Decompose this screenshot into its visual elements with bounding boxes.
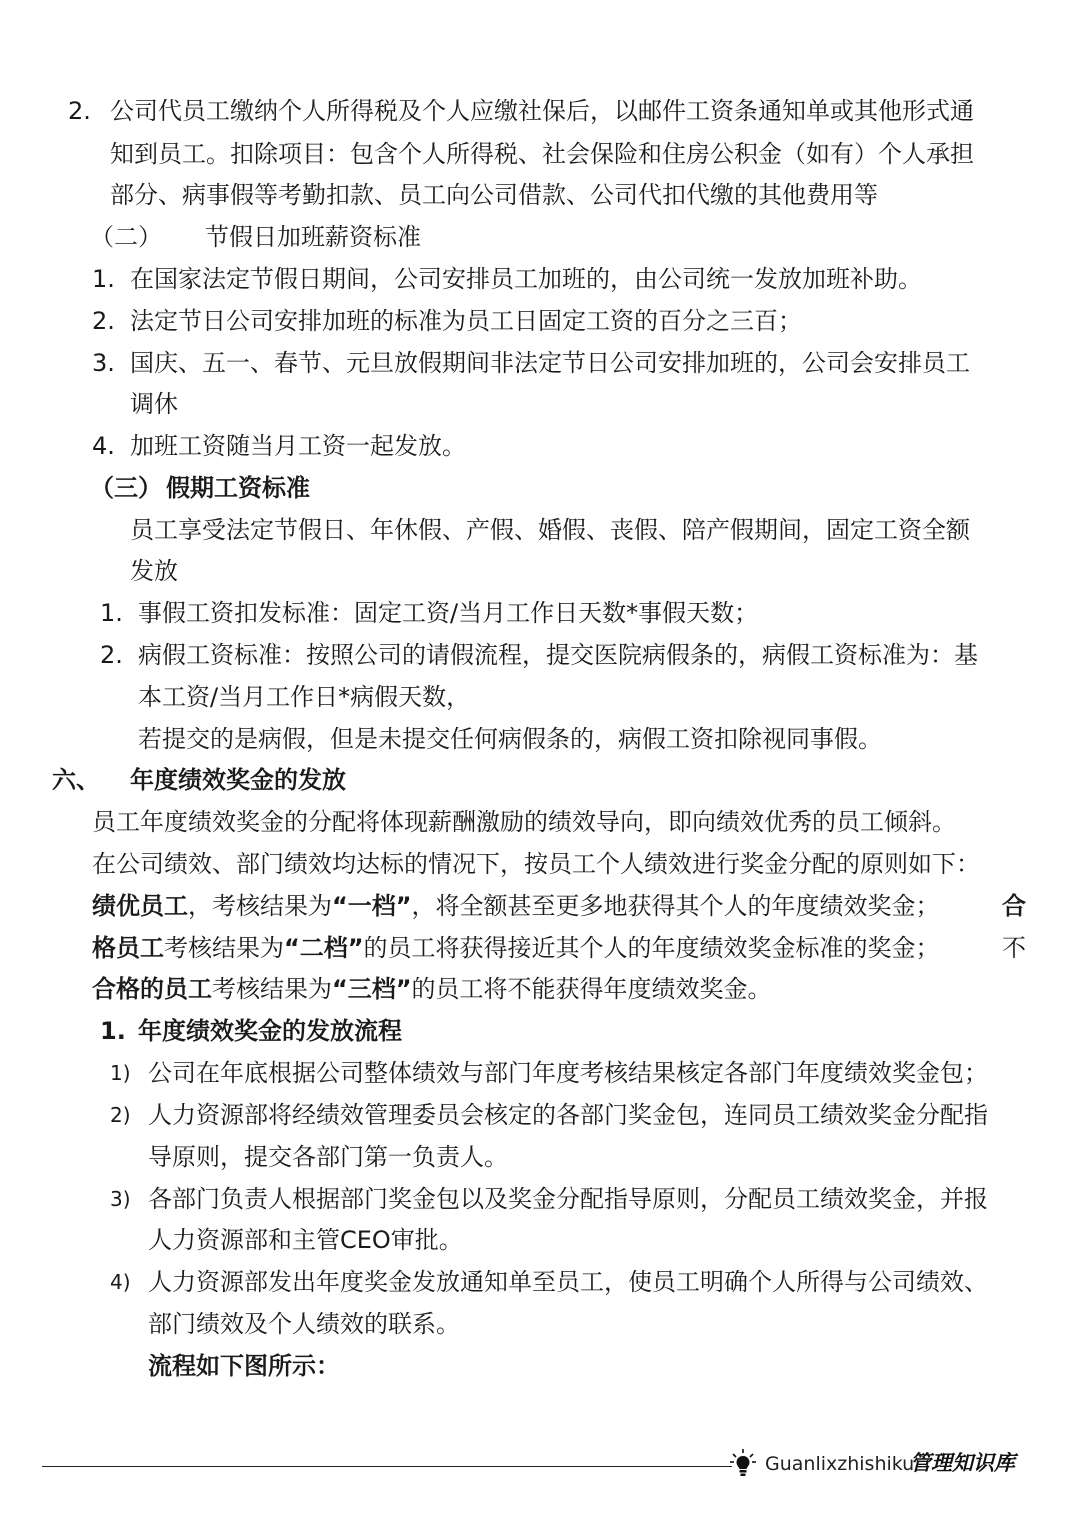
section-heading: 年度绩效奖金的发放 xyxy=(130,766,346,794)
paragraph-line: 员工享受法定节假日、年休假、产假、婚假、丧假、陪产假期间，固定工资全额 xyxy=(130,516,970,544)
lightbulb-icon xyxy=(730,1448,756,1478)
text-run: 考核结果为 xyxy=(164,934,284,962)
paragraph-line: 部分、病事假等考勤扣款、员工向公司借款、公司代扣代缴的其他费用等 xyxy=(110,181,878,209)
paragraph-line: 若提交的是病假，但是未提交任何病假条的，病假工资扣除视同事假。 xyxy=(138,725,882,753)
flow-caption: 流程如下图所示： xyxy=(148,1352,340,1380)
paragraph-line: 知到员工。扣除项目：包含个人所得税、社会保险和住房公积金（如有）个人承担 xyxy=(110,140,974,168)
list-number: 2. xyxy=(100,641,123,669)
list-number: 3. xyxy=(92,349,115,377)
footer-brand-cn: 管理知识库 xyxy=(910,1450,1015,1475)
list-item: 法定节日公司安排加班的标准为员工日固定工资的百分之三百； xyxy=(130,307,802,335)
footer-brand-en: Guanlixzhishiku xyxy=(765,1453,915,1475)
list-item: 病假工资标准：按照公司的请假流程，提交医院病假条的，病假工资标准为：基 xyxy=(138,641,978,669)
list-number: 1. xyxy=(100,599,123,627)
step-text: 人力资源部将经绩效管理委员会核定的各部门奖金包，连同员工绩效奖金分配指 xyxy=(148,1101,988,1129)
quoted-grade: “三档” xyxy=(332,975,412,1003)
paragraph-line: 公司代员工缴纳个人所得税及个人应缴社保后，以邮件工资条通知单或其他形式通 xyxy=(110,97,974,125)
step-number: 3) xyxy=(110,1187,131,1211)
step-text: 人力资源部发出年度奖金发放通知单至员工，使员工明确个人所得与公司绩效、 xyxy=(148,1268,988,1296)
list-item-continuation: 本工资/当月工作日*病假天数， xyxy=(138,683,471,711)
section-marker: 六、 xyxy=(52,766,100,794)
list-item: 加班工资随当月工资一起发放。 xyxy=(130,432,466,460)
text-run: ，将全额甚至更多地获得其个人的年度绩效奖金； xyxy=(411,892,940,920)
bold-term: 合 xyxy=(1002,892,1026,920)
step-text: 各部门负责人根据部门奖金包以及奖金分配指导原则，分配员工绩效奖金，并报 xyxy=(148,1185,988,1213)
subsection-heading: 年度绩效奖金的发放流程 xyxy=(138,1017,402,1045)
list-number: 2. xyxy=(92,307,115,335)
text-run: ，考核结果为 xyxy=(188,892,332,920)
text-run: 考核结果为 xyxy=(212,975,332,1003)
quoted-grade: “二档” xyxy=(284,934,364,962)
paragraph-line: 发放 xyxy=(130,557,178,585)
section-marker: （二） xyxy=(90,223,162,251)
quoted-grade: “一档” xyxy=(332,892,412,920)
list-number: 2. xyxy=(68,97,91,125)
list-number: 4. xyxy=(92,432,115,460)
section-heading: 假期工资标准 xyxy=(166,474,310,502)
footer-divider xyxy=(42,1466,732,1467)
bold-term: 格员工 xyxy=(92,934,164,962)
bold-term: 合格的员工 xyxy=(92,975,212,1003)
text-run: 的员工将不能获得年度绩效奖金。 xyxy=(411,975,772,1003)
step-continuation: 人力资源部和主管CEO审批。 xyxy=(148,1226,463,1254)
step-number: 1) xyxy=(110,1061,131,1085)
text-run: 不 xyxy=(1002,934,1026,962)
section-marker: （三） xyxy=(90,474,162,502)
list-number: 1. xyxy=(100,1017,126,1045)
bold-term: 绩优员工 xyxy=(92,892,188,920)
list-item: 在国家法定节假日期间，公司安排员工加班的，由公司统一发放加班补助。 xyxy=(130,265,922,293)
list-number: 1. xyxy=(92,265,115,293)
step-text: 公司在年底根据公司整体绩效与部门年度考核结果核定各部门年度绩效奖金包； xyxy=(148,1059,988,1087)
paragraph-line xyxy=(92,931,1026,965)
paragraph-line: 员工年度绩效奖金的分配将体现薪酬激励的绩效导向，即向绩效优秀的员工倾斜。 xyxy=(92,808,956,836)
list-item: 国庆、五一、春节、元旦放假期间非法定节日公司安排加班的，公司会安排员工 xyxy=(130,349,970,377)
paragraph-line xyxy=(92,889,1026,923)
paragraph-line: 在公司绩效、部门绩效均达标的情况下，按员工个人绩效进行奖金分配的原则如下： xyxy=(92,850,980,878)
paragraph-line xyxy=(92,972,772,1006)
list-item-continuation: 调休 xyxy=(130,390,178,418)
section-heading: 节假日加班薪资标准 xyxy=(205,223,421,251)
step-continuation: 导原则，提交各部门第一负责人。 xyxy=(148,1143,508,1171)
step-number: 2) xyxy=(110,1103,131,1127)
text-run: 的员工将获得接近其个人的年度绩效奖金标准的奖金； xyxy=(363,934,940,962)
list-item: 事假工资扣发标准：固定工资/当月工作日天数*事假天数； xyxy=(138,599,759,627)
step-number: 4) xyxy=(110,1270,131,1294)
step-continuation: 部门绩效及个人绩效的联系。 xyxy=(148,1310,460,1338)
